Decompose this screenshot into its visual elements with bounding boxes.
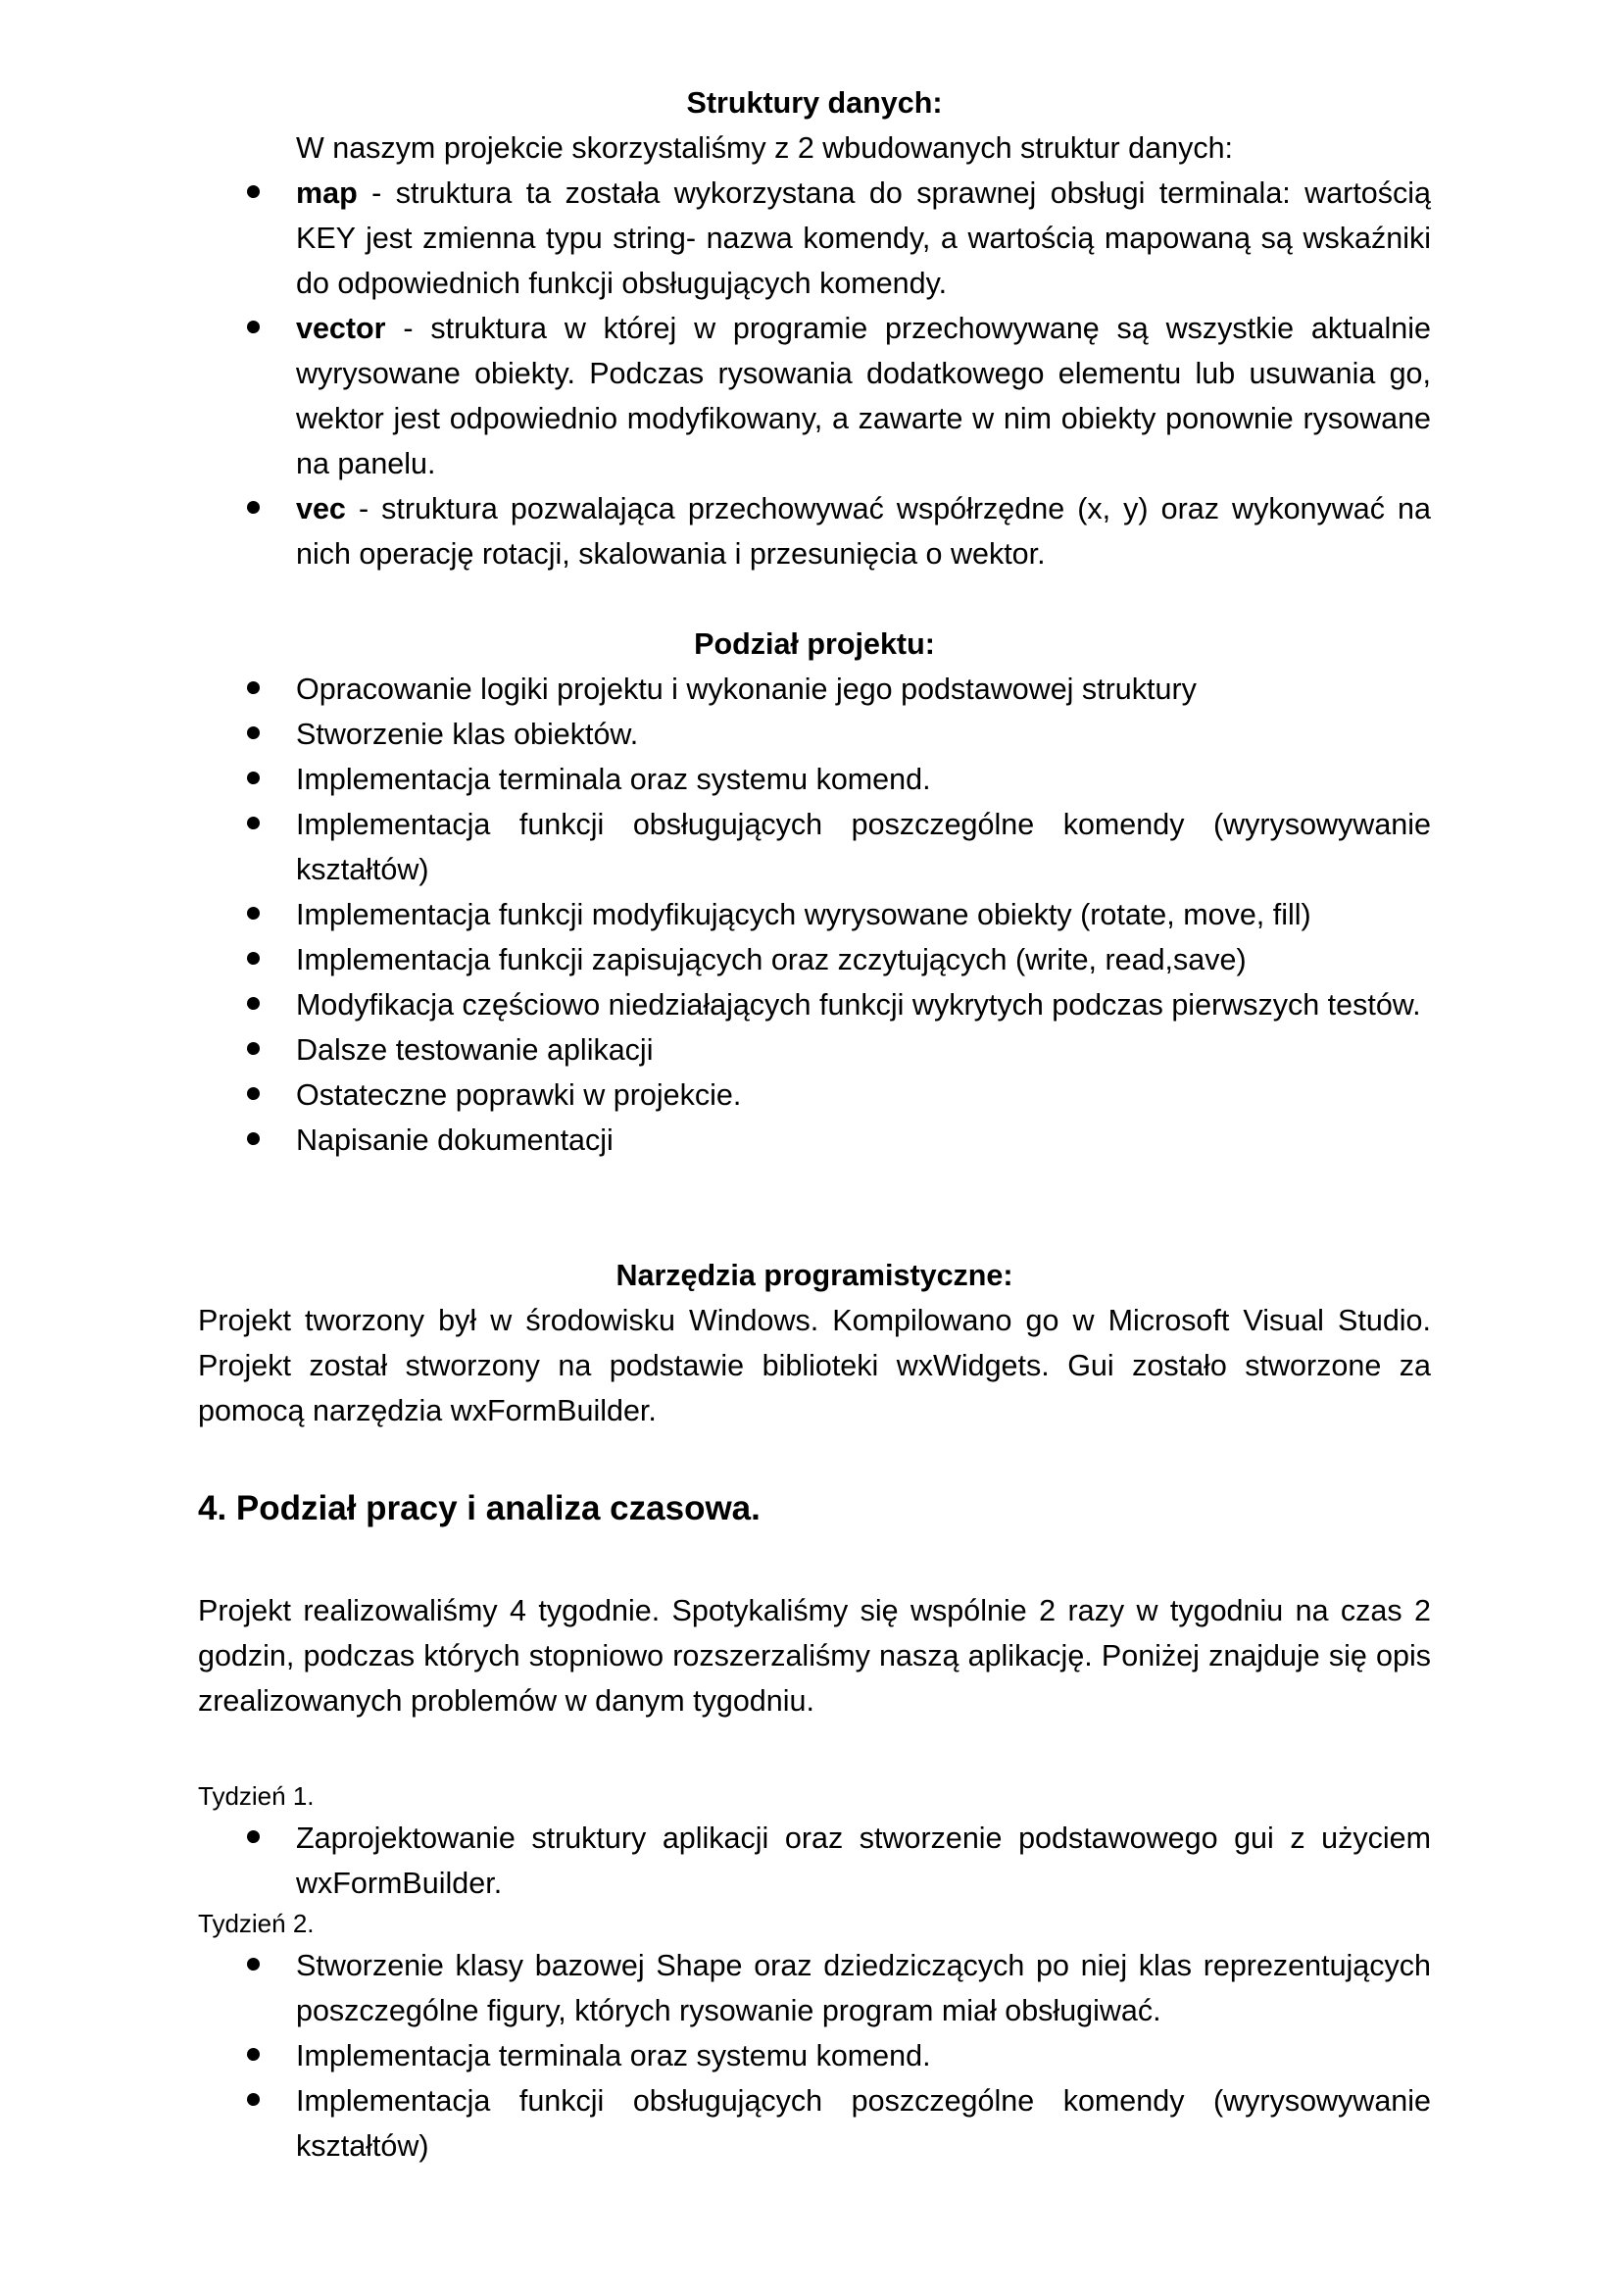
- list-item-text: Modyfikacja częściowo niedziałających funkcji wykrytych podczas pierwszych testów.: [296, 988, 1421, 1022]
- bullet-icon: [247, 667, 267, 712]
- term-map-description: - struktura ta została wykorzystana do sprawnej obsługi terminala: wartością KEY jest zmienna typu string- nazwa komendy, a wartością mapowaną są wskaźniki do odpowiednich funkcji obsługujących komendy.: [296, 176, 1431, 300]
- list-item: [198, 1073, 1431, 1118]
- bullet-icon: [247, 486, 267, 531]
- list-item-text: Implementacja terminala oraz systemu komend.: [296, 763, 931, 796]
- list-item-text: Zaprojektowanie struktury aplikacji oraz stworzenie podstawowego gui z użyciem wxFormBuilder.: [296, 1822, 1431, 1900]
- week-2-list: [198, 1943, 1431, 2169]
- list-item-text: Implementacja funkcji obsługujących poszczególne komendy (wyrysowywanie kształtów): [296, 808, 1431, 886]
- list-item: [198, 712, 1431, 757]
- bullet-icon: [247, 171, 267, 216]
- bullet-icon: [247, 2033, 267, 2078]
- list-item: [198, 1118, 1431, 1163]
- list-item-text: Implementacja funkcji modyfikujących wyrysowane obiekty (rotate, move, fill): [296, 898, 1311, 931]
- term-vector-description: - struktura w której w programie przechowywanę są wszystkie aktualnie wyrysowane obiekty. Podczas rysowania dodatkowego elementu lub usuwania go, wektor jest odpowiednio modyfikowany, a zawarte w nim obiekty ponownie rysowane na panelu.: [296, 312, 1431, 480]
- data-structures-list: [198, 171, 1431, 576]
- list-item: [198, 757, 1431, 802]
- list-item-text: Opracowanie logiki projektu i wykonanie jego podstawowej struktury: [296, 673, 1197, 706]
- term-vec-description: - struktura pozwalająca przechowywać współrzędne (x, y) oraz wykonywać na nich operację rotacji, skalowania i przesunięcia o wektor.: [296, 492, 1431, 571]
- bullet-icon: [247, 1073, 267, 1118]
- tools-paragraph: Projekt tworzony był w środowisku Windows. Kompilowano go w Microsoft Visual Studio. Projekt został stworzony na podstawie biblioteki wxWidgets. Gui zostało stworzone za pomocą narzędzia wxFormBuilder.: [198, 1304, 1431, 1427]
- bullet-icon: [247, 802, 267, 847]
- list-item: [198, 667, 1431, 712]
- list-item-text: Stworzenie klas obiektów.: [296, 718, 639, 751]
- list-item-text: Implementacja funkcji obsługujących poszczególne komendy (wyrysowywanie kształtów): [296, 2084, 1431, 2163]
- project-division-list: [198, 667, 1431, 1163]
- list-item: [198, 2033, 1431, 2078]
- bullet-icon: [247, 982, 267, 1027]
- list-item-map: [198, 171, 1431, 306]
- bullet-icon: [247, 1943, 267, 1988]
- list-item-text: Dalsze testowanie aplikacji: [296, 1033, 654, 1067]
- project-division-heading: Podział projektu:: [694, 627, 935, 661]
- week-1-list: [198, 1816, 1431, 1906]
- list-item-text: Stworzenie klasy bazowej Shape oraz dziedziczących po niej klas reprezentujących poszczególne figury, których rysowanie program miał obsługiwać.: [296, 1949, 1431, 2027]
- list-item-vector: [198, 306, 1431, 486]
- list-item: [198, 2078, 1431, 2169]
- bullet-icon: [247, 712, 267, 757]
- week-2-label: Tydzień 2.: [198, 1909, 315, 1938]
- data-structures-intro: W naszym projekcie skorzystaliśmy z 2 wbudowanych struktur danych:: [296, 131, 1233, 165]
- list-item-text: Implementacja funkcji zapisujących oraz zczytujących (write, read,save): [296, 943, 1247, 976]
- bullet-icon: [247, 1118, 267, 1163]
- section-4-title: 4. Podział pracy i analiza czasowa.: [198, 1489, 761, 1527]
- bullet-icon: [247, 2078, 267, 2123]
- list-item: [198, 892, 1431, 937]
- list-item: [198, 1943, 1431, 2033]
- bullet-icon: [247, 757, 267, 802]
- section-4-intro: Projekt realizowaliśmy 4 tygodnie. Spotykaliśmy się wspólnie 2 razy w tygodniu na czas 2 godzin, podczas których stopniowo rozszerzaliśmy naszą aplikację. Poniżej znajduje się opis zrealizowanych problemów w danym tygodniu.: [198, 1594, 1431, 1718]
- bullet-icon: [247, 937, 267, 982]
- bullet-icon: [247, 306, 267, 351]
- term-map: map: [296, 176, 358, 210]
- data-structures-heading: Struktury danych:: [686, 86, 943, 120]
- list-item-vec: [198, 486, 1431, 576]
- list-item-text: Ostateczne poprawki w projekcie.: [296, 1078, 742, 1112]
- list-item-text: Implementacja terminala oraz systemu komend.: [296, 2039, 931, 2072]
- list-item: [198, 982, 1431, 1027]
- term-vec: vec: [296, 492, 346, 525]
- list-item: [198, 1816, 1431, 1906]
- bullet-icon: [247, 892, 267, 937]
- bullet-icon: [247, 1027, 267, 1073]
- tools-heading: Narzędzia programistyczne:: [615, 1259, 1013, 1292]
- bullet-icon: [247, 1816, 267, 1861]
- list-item-text: Napisanie dokumentacji: [296, 1123, 614, 1157]
- list-item: [198, 937, 1431, 982]
- week-1-label: Tydzień 1.: [198, 1781, 315, 1811]
- list-item: [198, 1027, 1431, 1073]
- term-vector: vector: [296, 312, 386, 345]
- list-item: [198, 802, 1431, 892]
